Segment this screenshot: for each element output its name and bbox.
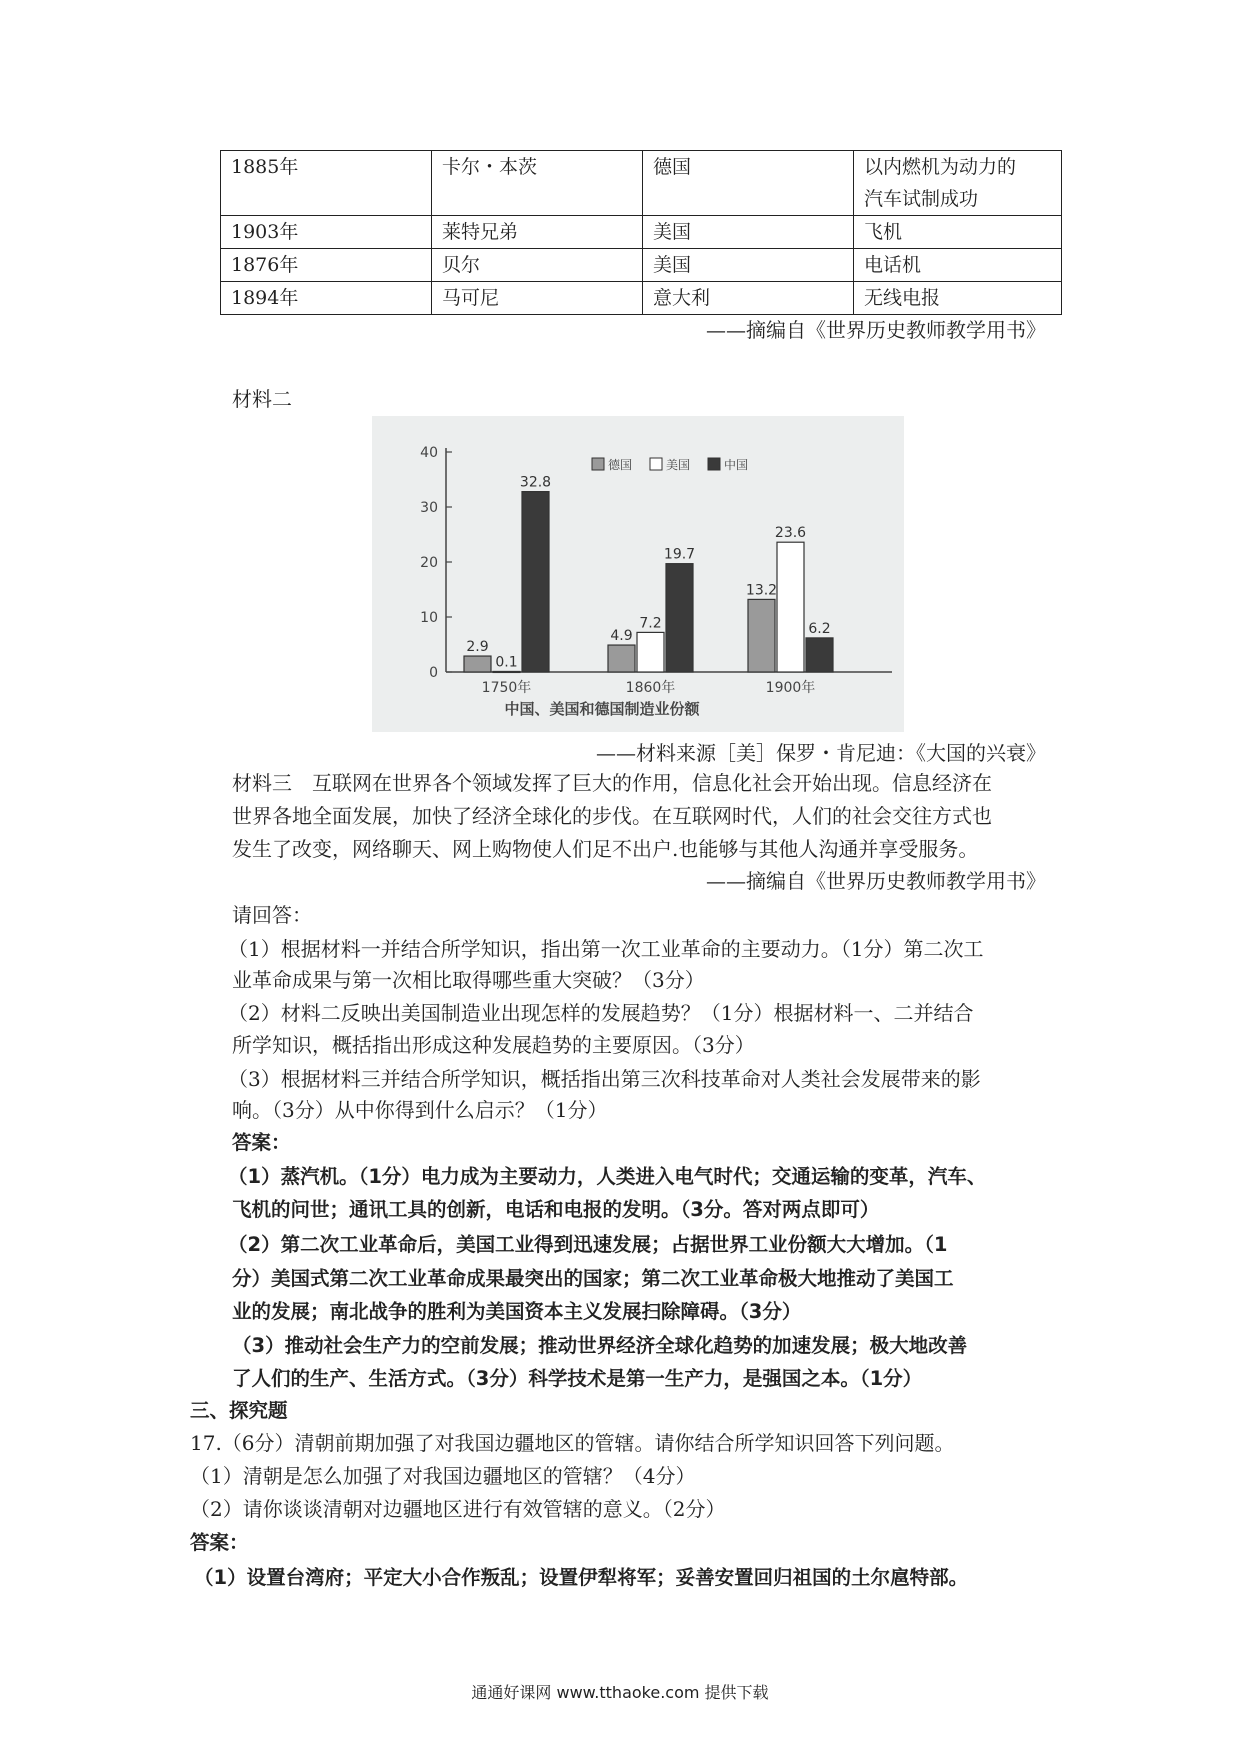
answer-line: 分）美国式第二次工业革命成果最突出的国家；第二次工业革命极大地推动了美国工: [232, 1267, 954, 1290]
answer-line: （3）推动社会生产力的空前发展；推动世界经济全球化趋势的加速发展；极大地改善: [232, 1334, 968, 1357]
table-row: [221, 216, 1062, 249]
table-cell-invention: 无线电报: [854, 282, 1062, 315]
bar: [637, 632, 664, 672]
material3-line: 发生了改变，网络聊天、网上购物使人们足不出户.也能够与其他人沟通并享受服务。: [232, 837, 979, 861]
table-cell-invention: 飞机: [854, 216, 1062, 249]
q17-line: 17.（6分）清朝前期加强了对我国边疆地区的管辖。请你结合所学知识回答下列问题。: [190, 1431, 955, 1455]
q17-line: （2）请你谈谈清朝对边疆地区进行有效管辖的意义。（2分）: [190, 1497, 726, 1521]
table-row: [221, 249, 1062, 282]
material2-heading: 材料二: [232, 387, 292, 411]
table-cell-year: 1885年: [221, 151, 432, 216]
data-label: 4.9: [610, 628, 633, 645]
y-tick-label: 10: [420, 610, 438, 626]
table-cell-country: 美国: [643, 249, 854, 282]
question-line: 业革命成果与第一次相比取得哪些重大突破？（3分）: [232, 968, 705, 992]
table-row: [221, 151, 1062, 216]
answer-line: （1）蒸汽机。（1分）电力成为主要动力，人类进入电气时代；交通运输的变革，汽车、: [228, 1165, 987, 1188]
answer-line: （1）设置台湾府；平定大小合作叛乱；设置伊犁将军；妥善安置回归祖国的土尔扈特部。: [194, 1566, 969, 1589]
question-line: 请回答：: [232, 903, 312, 927]
data-label: 23.6: [774, 525, 807, 542]
question-line: （1）根据材料一并结合所学知识，指出第一次工业革命的主要动力。（1分）第二次工: [228, 937, 984, 961]
data-label: 13.2: [745, 582, 778, 599]
bar: [806, 638, 833, 672]
answer-line: 飞机的问世；通讯工具的创新，电话和电报的发明。（3分。答对两点即可）: [232, 1198, 880, 1221]
answer-label: 答案：: [190, 1531, 249, 1554]
bar: [522, 492, 549, 672]
legend-label: 德国: [608, 458, 633, 472]
question-line: （2）材料二反映出美国制造业出现怎样的发展趋势？（1分）根据材料一、二并结合: [228, 1001, 974, 1025]
question-line: 响。（3分）从中你得到什么启示？（1分）: [232, 1098, 608, 1122]
material3-source: ——摘编自《世界历史教师教学用书》: [706, 869, 1046, 893]
table-cell-person: 卡尔・本茨: [432, 151, 643, 216]
y-tick-label: 40: [420, 445, 438, 461]
table-cell-year: 1894年: [221, 282, 432, 315]
bar: [666, 564, 693, 672]
table-cell-person: 马可尼: [432, 282, 643, 315]
answer-line: （2）第二次工业革命后，美国工业得到迅速发展；占据世界工业份额大大增加。（1: [228, 1233, 948, 1256]
table-cell-country: 德国: [643, 151, 854, 216]
data-label: 32.8: [519, 474, 552, 491]
category-label: 1860年: [625, 680, 676, 696]
legend-swatch: [650, 458, 662, 470]
table-row: [221, 282, 1062, 315]
bar: [748, 599, 775, 672]
legend-swatch: [708, 458, 720, 470]
data-label: 7.2: [639, 615, 662, 632]
invention-line: 以内燃机为动力的: [864, 156, 1017, 178]
data-label: 0.1: [495, 654, 518, 671]
chart-source: ——材料来源［美］保罗・肯尼迪：《大国的兴衰》: [596, 741, 1046, 765]
data-label: 2.9: [466, 639, 489, 656]
question-line: 所学知识，概括指出形成这种发展趋势的主要原因。（3分）: [232, 1033, 755, 1057]
bar: [493, 671, 520, 672]
data-label: 6.2: [808, 620, 831, 637]
table-cell-year: 1903年: [221, 216, 432, 249]
chart-panel: [372, 416, 904, 732]
table-cell-invention: 电话机: [854, 249, 1062, 282]
table-cell-person: 莱特兄弟: [432, 216, 643, 249]
material3-line: 材料三 互联网在世界各个领域发挥了巨大的作用，信息化社会开始出现。信息经济在: [232, 771, 992, 795]
table-source: ——摘编自《世界历史教师教学用书》: [706, 318, 1046, 342]
y-tick-label: 20: [420, 555, 438, 571]
table-cell-country: 意大利: [643, 282, 854, 315]
section-heading: 三、探究题: [190, 1399, 288, 1422]
legend-label: 美国: [666, 458, 691, 472]
answer-line: 业的发展；南北战争的胜利为美国资本主义发展扫除障碍。（3分）: [232, 1300, 802, 1323]
legend-swatch: [592, 458, 604, 470]
y-tick-label: 0: [429, 665, 438, 681]
category-label: 1750年: [481, 680, 532, 696]
table-cell-person: 贝尔: [432, 249, 643, 282]
inventions-table: [220, 150, 1062, 315]
table-cell-year: 1876年: [221, 249, 432, 282]
category-label: 1900年: [765, 680, 816, 696]
bar: [464, 656, 491, 672]
question-line: （3）根据材料三并结合所学知识，概括指出第三次科技革命对人类社会发展带来的影: [228, 1067, 981, 1091]
bar: [608, 645, 635, 672]
manufacturing-share-chart: [372, 416, 904, 732]
material3-line: 世界各地全面发展，加快了经济全球化的步伐。在互联网时代，人们的社会交往方式也: [232, 804, 992, 828]
table-cell-invention: [854, 151, 1062, 216]
answer-line: 了人们的生产、生活方式。（3分）科学技术是第一生产力，是强国之本。（1分）: [232, 1367, 923, 1390]
bar: [777, 542, 804, 672]
page-footer: 通通好课网 www.tthaoke.com 提供下载: [471, 1683, 769, 1702]
data-label: 19.7: [663, 546, 696, 563]
q17-line: （1）清朝是怎么加强了对我国边疆地区的管辖？（4分）: [190, 1464, 696, 1488]
answer-label: 答案：: [232, 1131, 291, 1154]
y-tick-label: 30: [420, 500, 438, 516]
chart-title: 中国、美国和德国制造业份额: [504, 700, 700, 718]
legend-label: 中国: [724, 458, 749, 472]
invention-line: 汽车试制成功: [864, 188, 979, 210]
table-cell-country: 美国: [643, 216, 854, 249]
